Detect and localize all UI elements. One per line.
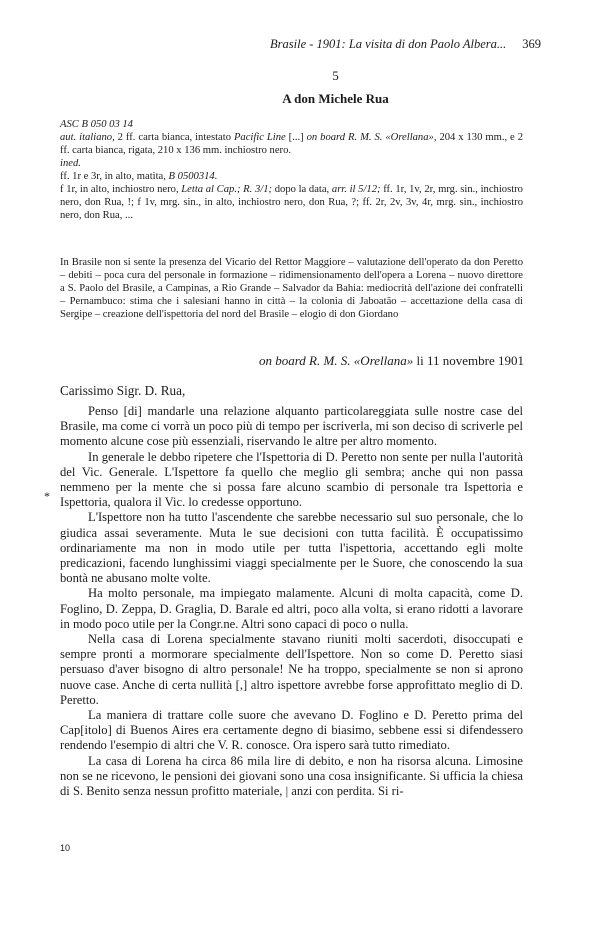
- body-paragraph: La maniera di trattare colle suore che avevano D. Foglino e D. Peretto prima del Cap[itolo] di Buenos Aires era certamente degno di biasimo, sebbene essi si difendessero rendendo l'esempio di altri che V. R. conosce. Ora ispero sarà tutto rimediato.: [60, 708, 523, 753]
- letter-summary: In Brasile non si sente la presenza del Vicario del Rettor Maggiore – valutazione dell'operato da don Peretto – debiti – poca cura del personale in formazione – ridimensionamento dell'opera a Lorena – nuovo direttore a S. Paolo del Brasile, a Campinas, a Rio Grande – Salvador da Bahia: mediocrità dell'azione dei confratelli – Pernambuco: stima che i salesiani hanno in città – la colonia di Jaboatão – accettazione della casa di Sergipe – creazione dell'ispettoria del nord del Brasile – elogio di don Giordano: [60, 257, 523, 320]
- document-title: A don Michele Rua: [282, 91, 389, 106]
- footer-code: 10: [60, 843, 71, 853]
- body-paragraph: L'Ispettore non ha tutto l'ascendente che sarebbe necessario sul suo personale, che lo giudica assai severamente. Muta le sue decisioni con tutta facilità. È occupatissimo ordinariamente ma non in modo utile per tutta l'ispettoria, accettando egli molte predicazioni, facendo lunghissimi viaggi specialmente per le Suore, che conoscendo la sua bontà ne abusano molte volte.: [60, 510, 523, 586]
- dateline-date: li 11 novembre 1901: [413, 353, 524, 368]
- running-head: [270, 37, 541, 52]
- dateline-place: on board R. M. S. «Orellana»: [258, 353, 414, 368]
- document-number: 5: [332, 68, 339, 83]
- critical-apparatus: [60, 118, 523, 222]
- page-number: 369: [522, 37, 541, 51]
- archive-reference: ASC B 050 03 14: [60, 119, 133, 130]
- annotation-note: f 1r, in alto, inchiostro nero, Letta al Cap.; R. 3/1; dopo la data, arr. il 5/12; ff. 1r, 1v, 2r, mrg. sin., inchiostro nero, don Rua, !; f 1v, mrg. sin., in alto, inchiostro nero, don Rua, ?; ff. 2r, 2v, 3v, 4r, mrg. sin., inchiostro nero, don Rua, ...: [60, 184, 523, 221]
- physical-description: aut. italiano, 2 ff. carta bianca, intestato Pacific Line [...] on board R. M. S. «Orellana», 204 x 130 mm., e 2 ff. carta bianca, rigata, 210 x 136 mm. inchiostro nero.: [60, 132, 523, 156]
- body-paragraph: In generale le debbo ripetere che l'Ispettoria di D. Peretto non sente per nulla l'autorità del Vic. Generale. L'Ispettore fa quello che meglio gli sembra; anche qui non passa nemmeno per la mente che si possa fare alcuno scambio di personale tra Ispettoria e Ispettoria, qualora il Vic. lo credesse opportuno.: [60, 449, 523, 510]
- letter-body: [60, 404, 523, 799]
- body-paragraph: Nella casa di Lorena specialmente stavano riuniti molti sacerdoti, disoccupati e sempre pronti a mormorare specialmente dell'Ispettore. Non so come D. Peretto siasi persuaso d'aver bisogno di altro personale! Ne ha troppo, specialmente se non si aprono nuove case. Anche di certa nullità [,] altro ispettore avrebbe forse approfittato meglio di D. Peretto.: [60, 632, 523, 707]
- body-paragraph: Penso [di] mandarle una relazione alquanto particolareggiata sulle nostre case del Brasile, ma come ci vorrà un poco più di tempo per iscriverla, mi son deciso di scriverle pel momento alcune cose più essenziali, riservando le altre per altro momento.: [60, 404, 523, 449]
- margin-mark: *: [44, 489, 50, 503]
- dateline: [259, 353, 524, 369]
- ined-note: ined.: [60, 158, 81, 169]
- body-paragraph: La casa di Lorena ha circa 86 mila lire di debito, e non ha risorsa alcuna. Limosine non se ne ricevono, le pensioni dei giovani sono una cosa insignificante. Si ufficia la chiesa di S. Benito senza nessun profitto materiale, | anzi con perdita. Si ri-: [60, 753, 523, 799]
- folio-note: ff. 1r e 3r, in alto, matita, B 0500314.: [60, 171, 218, 182]
- body-paragraph: Ha molto personale, ma impiegato malamente. Alcuni di molta capacità, come D. Foglino, D. Zeppa, D. Graglia, D. Barale ed altri, poco alla volta, si erano ridotti a lavorare in modo poco utile per la Congr.ne. Altri sono capaci di poco o nulla.: [60, 586, 523, 631]
- salutation: Carissimo Sigr. D. Rua,: [60, 383, 186, 398]
- running-head-title: Brasile - 1901: La visita di don Paolo Albera...: [270, 37, 507, 51]
